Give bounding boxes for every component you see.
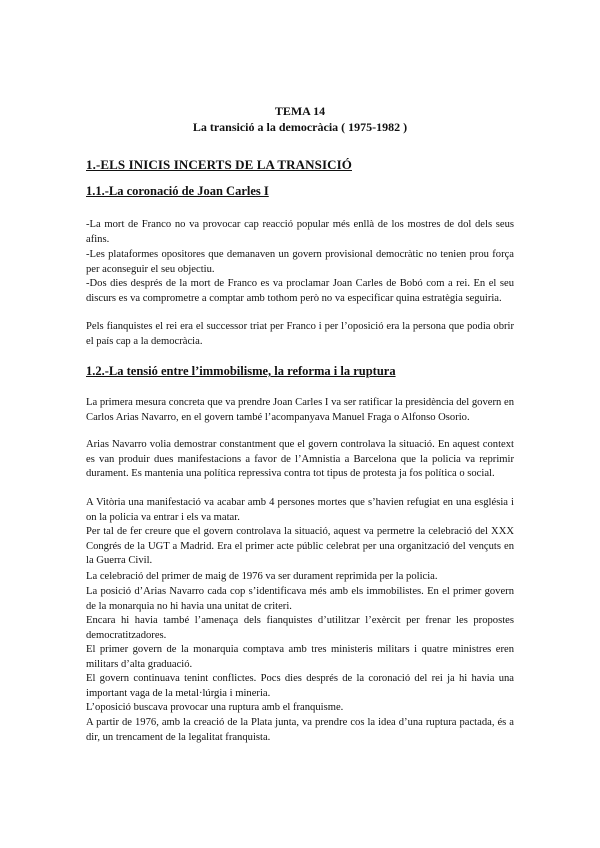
subsection-heading-1-2: 1.2.-La tensió entre l’immobilisme, la reforma i la ruptura — [86, 364, 396, 378]
paragraph: La primera mesura concreta que va prendre Joan Carles I va ser ratificar la presidència del govern en Carlos Arias Navarro, en el govern també l’acompanyava Manuel Fraga o Alfonso Osorio. — [86, 397, 514, 423]
paragraph: A partir de 1976, amb la creació de la Plata junta, va prendre cos la idea d’una ruptura pactada, és a dir, un trencament de la legalitat franquista. — [86, 717, 514, 743]
paragraph: Arias Navarro volia demostrar constantment que el govern controlava la situació. En aquest context es van produir dues manifestacions a favor de l’Amnistia a Barcelona que la policia va reprimir durament. Es mantenia una política repressiva contra tot tipus de protesta ja fos política o social. — [86, 439, 514, 479]
paragraph: El govern continuava tenint conflictes. Pocs dies després de la coronació del rei ja hi havia una important vaga de la metal·lúrgia i mineria. — [86, 673, 514, 699]
section-heading-1: 1.-ELS INICIS INCERTS DE LA TRANSICIÓ — [86, 157, 352, 172]
paragraph: -Les plataformes opositores que demanaven un govern provisional democràtic no tenien prou força per aconseguir el seu objectiu. — [86, 249, 514, 275]
paragraph: La posició d’Arias Navarro cada cop s’identificava més amb els immobilistes. En el primer govern de la monarquia no hi havia una unitat de criteri. — [86, 586, 514, 612]
paragraph: Per tal de fer creure que el govern controlava la situació, aquest va permetre la celebració del XXX Congrés de la UGT a Madrid. Era el primer acte públic celebrat per una organització del vençuts en la Guerra Civil. — [86, 526, 514, 566]
subsection-heading-1-1: 1.1.-La coronació de Joan Carles I — [86, 184, 269, 198]
paragraph: Encara hi havia també l’amenaça dels fianquistes d’utilitzar l’exèrcit per frenar les propostes democratitzadores. — [86, 615, 514, 641]
paragraph: A Vitòria una manifestació va acabar amb 4 persones mortes que s’havien refugiat en una església i on la policia va entrar i els va matar. — [86, 497, 514, 523]
paragraph: Pels fianquistes el rei era el successor triat per Franco i per l’oposició era la persona que podia obrir el país cap a la democràcia. — [86, 321, 514, 347]
paragraph: -Dos dies després de la mort de Franco es va proclamar Joan Carles de Bobó com a rei. En el seu discurs es va comprometre a comptar amb tothom però no va especificar quina estratègia seguiria. — [86, 278, 514, 304]
paragraph: El primer govern de la monarquia comptava amb tres ministeris militars i quatre ministres eren militars d’alta graduació. — [86, 644, 514, 670]
document-subtitle: La transició a la democràcia ( 1975-1982 ) — [192, 120, 408, 134]
paragraph: L’oposició buscava provocar una ruptura amb el franquisme. — [86, 702, 344, 713]
paragraph: -La mort de Franco no va provocar cap reacció popular més enllà de los mostres de dol dels seus afins. — [86, 219, 514, 245]
document-title: TEMA 14 — [274, 104, 326, 118]
paragraph: La celebració del primer de maig de 1976 va ser durament reprimida per la policia. — [86, 571, 438, 582]
